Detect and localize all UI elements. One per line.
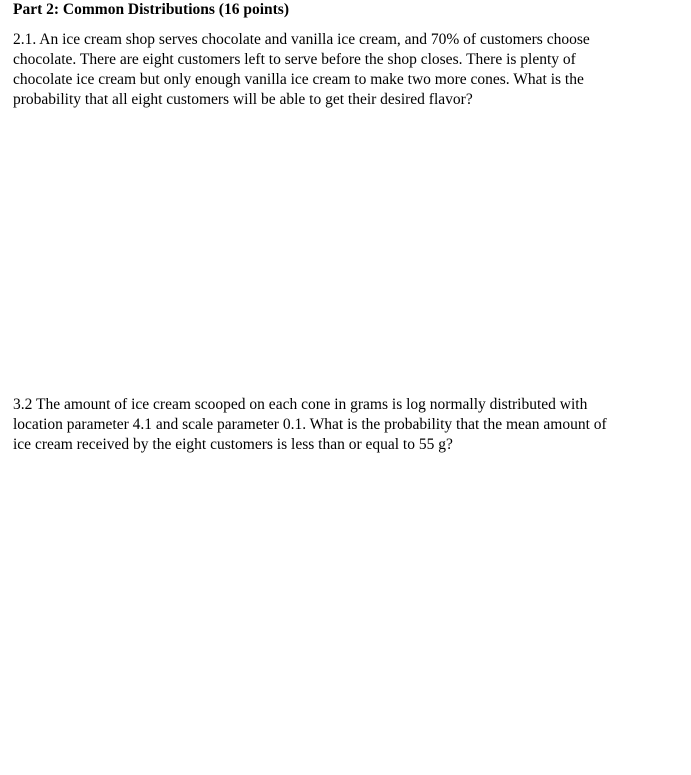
question-2-1 (13, 30, 653, 110)
section-heading: Part 2: Common Distributions (16 points) (13, 1, 289, 18)
question-3-2 (13, 395, 653, 455)
question-line: probability that all eight customers will be able to get their desired flavor? (13, 91, 473, 108)
question-line: 3.2 The amount of ice cream scooped on each cone in grams is log normally distributed with (13, 396, 588, 413)
question-line: chocolate ice cream but only enough vanilla ice cream to make two more cones. What is the (13, 71, 584, 88)
question-line: chocolate. There are eight customers left to serve before the shop closes. There is plenty of (13, 51, 576, 68)
question-line: 2.1. An ice cream shop serves chocolate and vanilla ice cream, and 70% of customers choose (13, 31, 590, 48)
question-line: location parameter 4.1 and scale parameter 0.1. What is the probability that the mean amount of (13, 416, 607, 433)
question-line: ice cream received by the eight customers is less than or equal to 55 g? (13, 436, 453, 453)
